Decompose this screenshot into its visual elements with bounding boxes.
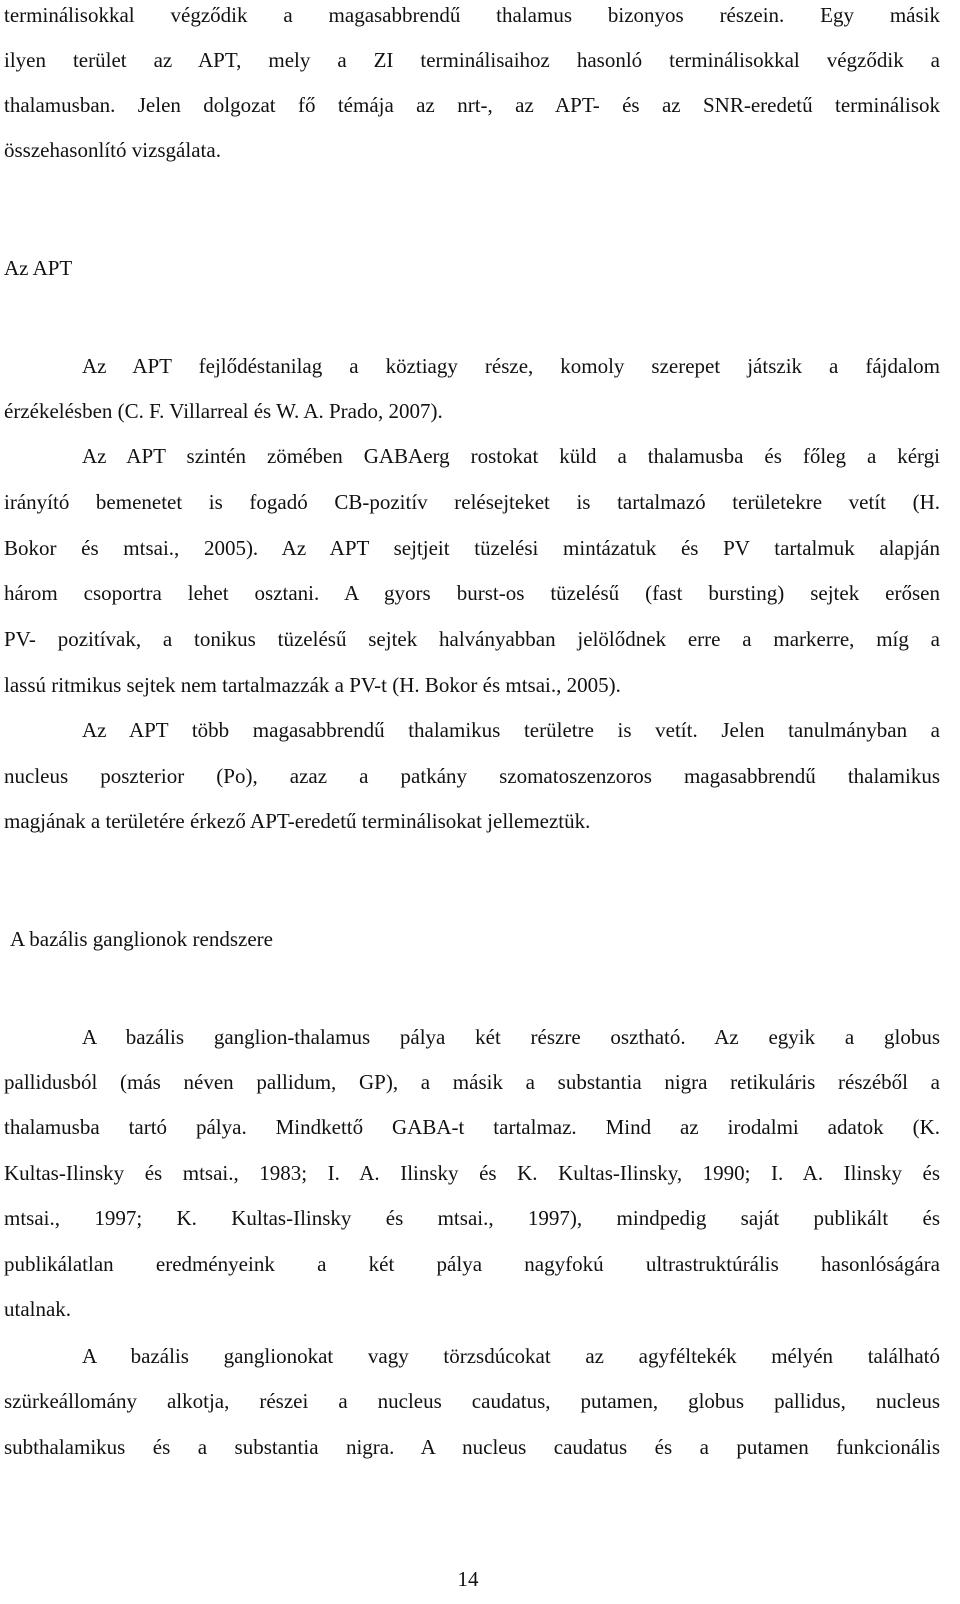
text-line: szürkeállomány alkotja, részei a nucleus caudatus, putamen, globus pallidus, nucleus: [4, 1389, 940, 1413]
text-line: érzékelésben (C. F. Villarreal és W. A. Prado, 2007).: [4, 399, 443, 423]
section-heading-apt: Az APT: [4, 256, 73, 280]
text-line: magjának a területére érkező APT-eredetű terminálisokat jellemeztük.: [4, 809, 591, 833]
text-line: thalamusba tartó pálya. Mindkettő GABA-t tartalmaz. Mind az irodalmi adatok (K.: [4, 1115, 940, 1139]
text-line: subthalamikus és a substantia nigra. A nucleus caudatus és a putamen funkcionális: [4, 1435, 940, 1459]
text-line: utalnak.: [4, 1297, 72, 1321]
text-line: irányító bemenetet is fogadó CB-pozitív relésejteket is tartalmazó területekre vetít (H.: [4, 490, 940, 514]
text-line: Bokor és mtsai., 2005). Az APT sejtjeit tüzelési mintázatuk és PV tartalmuk alapján: [4, 536, 940, 560]
page-number: 14: [457, 1567, 479, 1591]
text-line: PV- pozitívak, a tonikus tüzelésű sejtek halványabban jelölődnek erre a markerre, míg a: [4, 627, 940, 651]
text-line: A bazális ganglionokat vagy törzsdúcokat az agyféltekék mélyén található: [82, 1344, 940, 1368]
text-line: három csoportra lehet osztani. A gyors burst-os tüzelésű (fast bursting) sejtek erősen: [4, 581, 940, 605]
section-heading-basal-ganglia: A bazális ganglionok rendszere: [10, 927, 273, 951]
text-line: mtsai., 1997; K. Kultas-Ilinsky és mtsai., 1997), mindpedig saját publikált és: [4, 1206, 940, 1230]
text-line: Kultas-Ilinsky és mtsai., 1983; I. A. Ilinsky és K. Kultas-Ilinsky, 1990; I. A. Ilinsky és: [4, 1161, 940, 1185]
text-line: A bazális ganglion-thalamus pálya két részre osztható. Az egyik a globus: [82, 1025, 940, 1049]
text-line: ilyen terület az APT, mely a ZI terminálisaihoz hasonló terminálisokkal végződik a: [4, 48, 940, 72]
text-line: publikálatlan eredményeink a két pálya nagyfokú ultrastruktúrális hasonlóságára: [4, 1252, 940, 1276]
text-line: Az APT fejlődéstanilag a köztiagy része, komoly szerepet játszik a fájdalom: [82, 354, 940, 378]
text-line: terminálisokkal végződik a magasabbrendű thalamus bizonyos részein. Egy másik: [4, 3, 940, 27]
text-line: összehasonlító vizsgálata.: [4, 138, 221, 162]
text-line: pallidusból (más néven pallidum, GP), a másik a substantia nigra retikuláris részéből a: [4, 1070, 940, 1094]
text-line: Az APT több magasabbrendű thalamikus területre is vetít. Jelen tanulmányban a: [82, 718, 940, 742]
text-line: lassú ritmikus sejtek nem tartalmazzák a PV-t (H. Bokor és mtsai., 2005).: [4, 673, 621, 697]
text-line: nucleus poszterior (Po), azaz a patkány szomatoszenzoros magasabbrendű thalamikus: [4, 764, 940, 788]
text-line: thalamusban. Jelen dolgozat fő témája az nrt-, az APT- és az SNR-eredetű terminálisok: [4, 93, 940, 117]
text-line: Az APT szintén zömében GABAerg rostokat küld a thalamusba és főleg a kérgi: [82, 444, 940, 468]
